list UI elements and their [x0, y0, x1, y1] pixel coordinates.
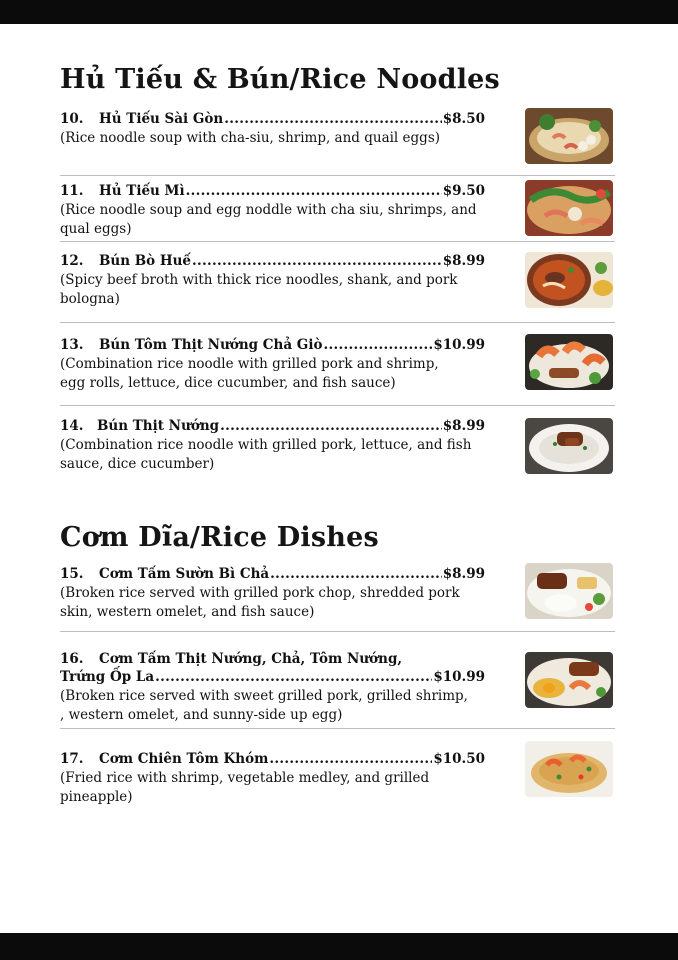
item-description: (Spicy beef broth with thick rice noodles, shank, and pork	[60, 272, 458, 288]
item-name: Cơm Tấm Sườn Bì Chả	[99, 566, 270, 582]
item-number: 11.	[60, 183, 84, 199]
item-name-line2: Trứng Ốp La	[60, 669, 155, 685]
item-description: (Rice noodle soup with cha-siu, shrimp, and quail eggs)	[60, 130, 441, 146]
item-number: 13.	[60, 337, 84, 353]
item-number: 10.	[60, 111, 84, 127]
item-description: skin, western omelet, and fish sauce)	[60, 604, 315, 620]
item-name: Hủ Tiếu Sài Gòn	[99, 111, 224, 127]
dot-leader	[269, 750, 432, 768]
item-name: Cơm Tấm Thịt Nướng, Chả, Tôm Nướng,	[99, 651, 403, 667]
item-description: , western omelet, and sunny-side up egg)	[60, 707, 343, 723]
item-description: (Combination rice noodle with grilled pork, lettuce, and fish	[60, 437, 472, 453]
menu-item-17	[60, 750, 485, 806]
item-price: $10.99	[433, 337, 485, 353]
grilled-shrimp-vermicelli-photo	[525, 334, 613, 390]
dot-leader	[192, 252, 442, 270]
item-description: (Broken rice served with grilled pork chop, shredded pork	[60, 585, 460, 601]
shrimp-fried-rice-photo	[525, 741, 613, 797]
bottom-border-bar	[0, 933, 678, 960]
item-name: Bún Bò Huế	[99, 253, 192, 269]
section-title-rice-dishes: Cơm Dĩa/Rice Dishes	[60, 522, 379, 553]
dot-leader	[224, 110, 441, 128]
item-description: (Combination rice noodle with grilled pork and shrimp,	[60, 356, 439, 372]
item-description: pineapple)	[60, 789, 133, 805]
item-name: Hủ Tiếu Mì	[99, 183, 185, 199]
item-name: Cơm Chiên Tôm Khóm	[99, 751, 269, 767]
item-name: Bún Thịt Nướng	[97, 418, 220, 434]
item-description: qual eggs)	[60, 221, 132, 237]
item-divider	[60, 728, 615, 729]
item-divider	[60, 175, 615, 176]
item-number: 15.	[60, 566, 84, 582]
item-description: sauce, dice cucumber)	[60, 456, 215, 472]
item-description: egg rolls, lettuce, dice cucumber, and fish sauce)	[60, 375, 396, 391]
item-divider	[60, 322, 615, 323]
item-price: $8.99	[442, 566, 485, 582]
item-divider	[60, 631, 615, 632]
dot-leader	[155, 668, 432, 686]
item-description: (Broken rice served with sweet grilled pork, grilled shrimp,	[60, 688, 468, 704]
item-price: $8.50	[442, 111, 485, 127]
item-description: bologna)	[60, 291, 120, 307]
menu-item-16	[60, 650, 485, 724]
item-number: 17.	[60, 751, 84, 767]
spicy-beef-noodle-photo	[525, 252, 613, 308]
item-description: (Fried rice with shrimp, vegetable medley, and grilled	[60, 770, 430, 786]
egg-noodle-soup-photo	[525, 180, 613, 236]
item-number: 12.	[60, 253, 84, 269]
menu-item-12	[60, 252, 485, 308]
top-border-bar	[0, 0, 678, 24]
dot-leader	[220, 417, 442, 435]
item-name: Bún Tôm Thịt Nướng Chả Giò	[99, 337, 323, 353]
item-number: 16.	[60, 651, 84, 667]
dot-leader	[270, 565, 442, 583]
item-number: 14.	[60, 418, 84, 434]
section-title-rice-noodles: Hủ Tiếu & Bún/Rice Noodles	[60, 64, 500, 95]
menu-item-15	[60, 565, 485, 621]
menu-item-11	[60, 182, 485, 238]
menu-item-10	[60, 110, 485, 147]
item-divider	[60, 241, 615, 242]
menu-item-13	[60, 336, 485, 392]
item-price: $10.50	[433, 751, 485, 767]
noodle-soup-photo	[525, 108, 613, 164]
dot-leader	[186, 182, 442, 200]
item-price: $8.99	[442, 418, 485, 434]
item-price: $8.99	[442, 253, 485, 269]
item-description: (Rice noodle soup and egg noddle with cha siu, shrimps, and	[60, 202, 477, 218]
broken-rice-pork-chop-photo	[525, 563, 613, 619]
dot-leader	[323, 336, 432, 354]
broken-rice-combo-photo	[525, 652, 613, 708]
item-price: $9.50	[442, 183, 485, 199]
grilled-pork-vermicelli-photo	[525, 418, 613, 474]
menu-item-14	[60, 417, 485, 473]
item-divider	[60, 405, 615, 406]
item-price: $10.99	[433, 669, 485, 685]
